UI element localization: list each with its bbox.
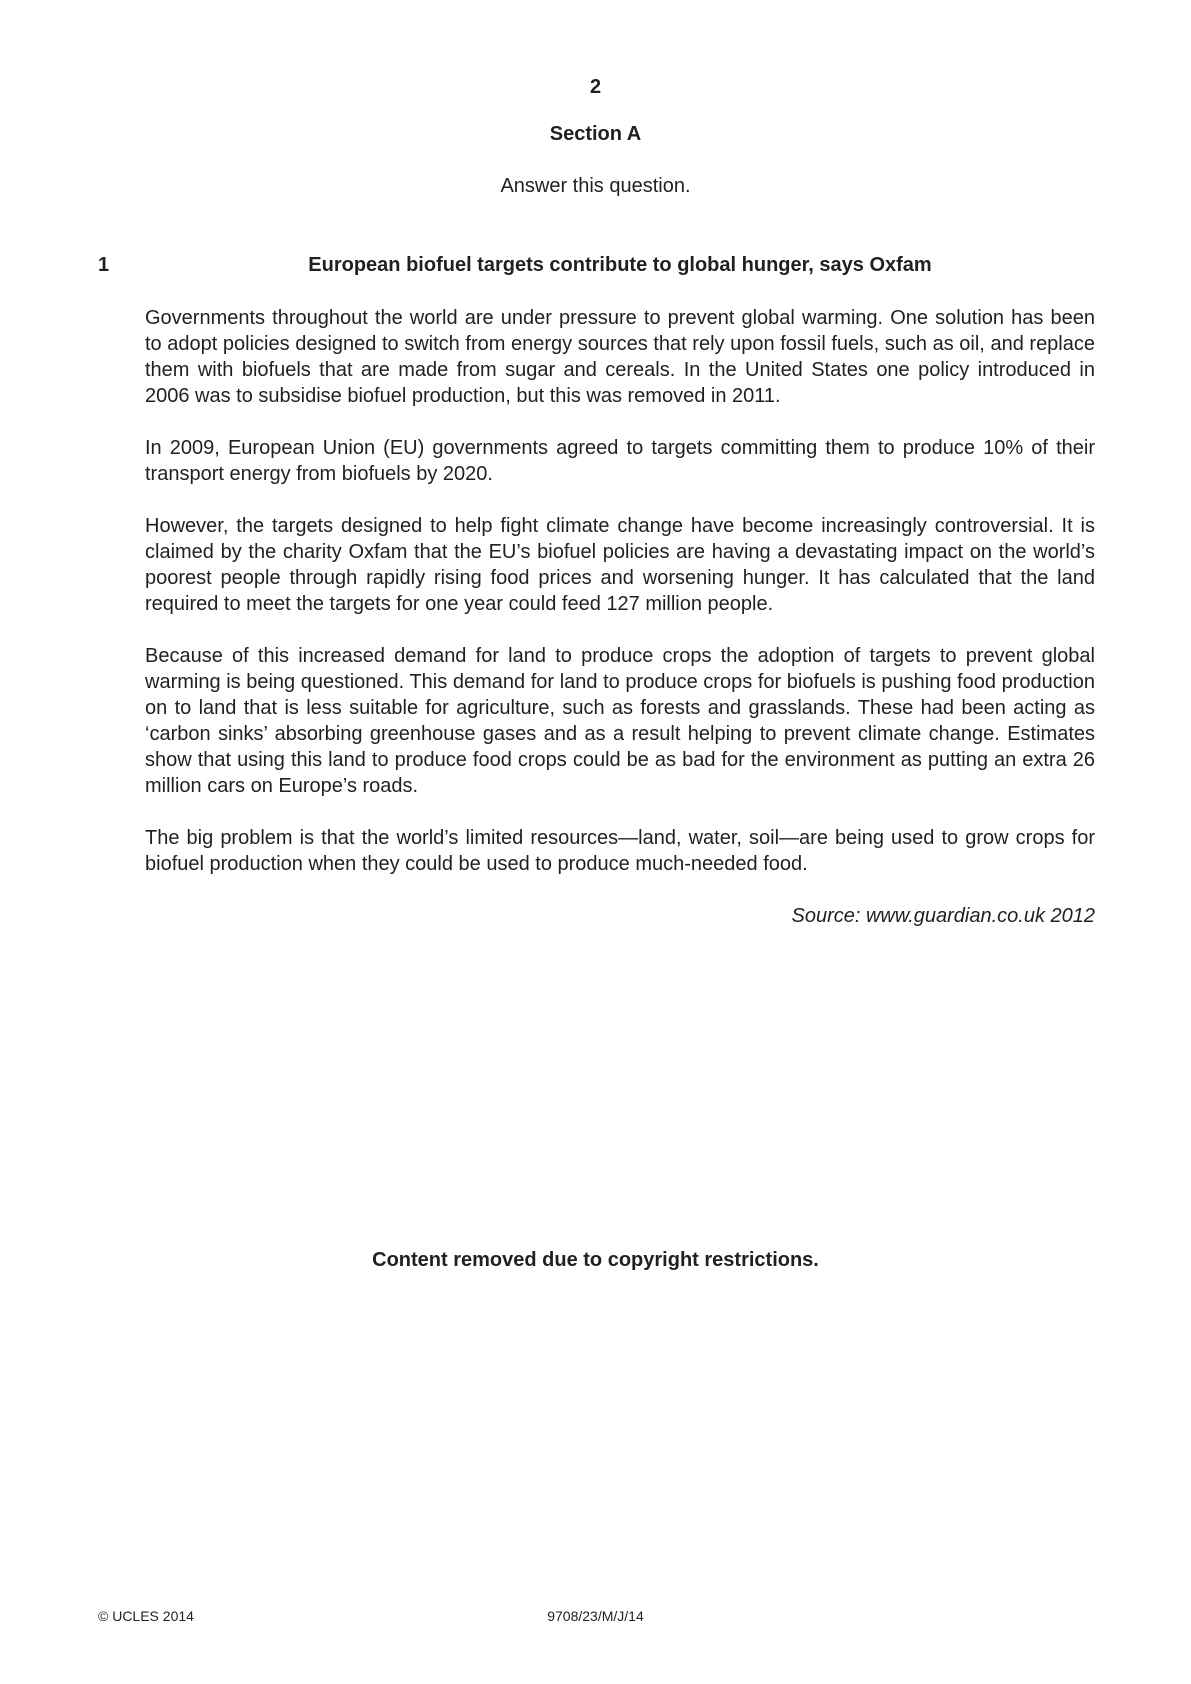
section-title: Section A bbox=[549, 123, 642, 145]
copyright-removed-notice: Content removed due to copyright restrictions. bbox=[372, 1249, 819, 1271]
question-number: 1 bbox=[98, 254, 110, 276]
footer-copyright: © UCLES 2014 bbox=[98, 1608, 194, 1624]
article-paragraph-4: Because of this increased demand for land to produce crops the adoption of targets to prevent global warming is being questioned. This demand for land to produce crops for biofuels is pushing food production on to land that is less suitable for agriculture, such as forests and grasslands. These had been acting as ‘carbon sinks’ absorbing greenhouse gases and as a result helping to prevent climate change. Estimates show that using this land to produce food crops could be as bad for the environment as putting an extra 26 million cars on Europe’s roads. bbox=[145, 645, 1095, 797]
article-source: Source: www.guardian.co.uk 2012 bbox=[791, 905, 1095, 927]
instruction-text: Answer this question. bbox=[500, 175, 691, 197]
article-paragraph-5: The big problem is that the world’s limited resources—land, water, soil—are being used to grow crops for biofuel production when they could be used to produce much-needed food. bbox=[145, 827, 1095, 875]
footer-paper-code: 9708/23/M/J/14 bbox=[547, 1608, 644, 1624]
article-paragraph-3: However, the targets designed to help fight climate change have become increasingly controversial. It is claimed by the charity Oxfam that the EU’s biofuel policies are having a devastating impact on the world’s poorest people through rapidly rising food prices and worsening hunger. It has calculated that the land required to meet the targets for one year could feed 127 million people. bbox=[145, 515, 1095, 615]
article-body bbox=[145, 305, 1095, 929]
article-paragraph-2: In 2009, European Union (EU) governments agreed to targets committing them to produce 10% of their transport energy from biofuels by 2020. bbox=[145, 437, 1095, 485]
article-paragraph-1: Governments throughout the world are under pressure to prevent global warming. One solution has been to adopt policies designed to switch from energy sources that rely upon fossil fuels, such as oil, and replace them with biofuels that are made from sugar and cereals. In the United States one policy introduced in 2006 was to subsidise biofuel production, but this was removed in 2011. bbox=[145, 307, 1095, 407]
page-number: 2 bbox=[589, 76, 602, 98]
question-title: European biofuel targets contribute to global hunger, says Oxfam bbox=[308, 254, 932, 276]
